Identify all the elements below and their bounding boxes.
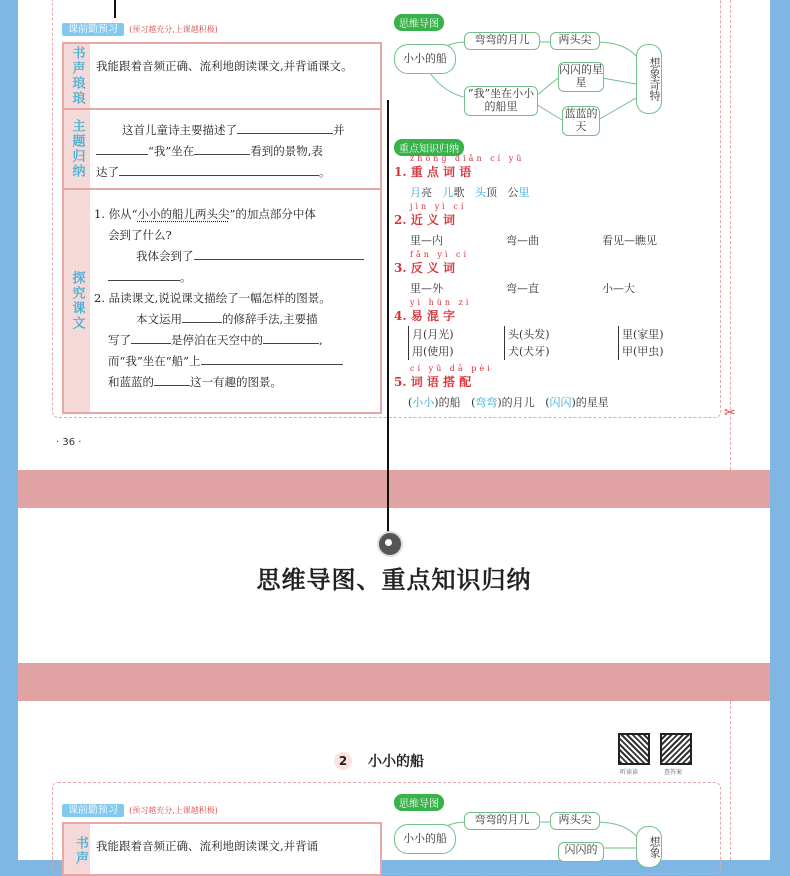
- cut-line: [730, 0, 731, 470]
- blank[interactable]: [237, 133, 333, 134]
- callout-title: 思维导图、重点知识归纳: [256, 566, 532, 594]
- mindmap-root: 小小的船: [394, 44, 456, 74]
- cut-line: [730, 701, 731, 860]
- mindmap-node: 弯弯的月儿: [464, 32, 540, 50]
- mindmap-node: 两头尖: [550, 812, 600, 830]
- knowledge-tag: 重点知识归纳: [394, 139, 464, 156]
- row-label-theme: 主题归纳: [64, 110, 90, 188]
- qr-code-icon[interactable]: [660, 733, 692, 765]
- blank[interactable]: [182, 322, 222, 323]
- lesson-number: 2: [334, 752, 352, 770]
- blank[interactable]: [194, 154, 250, 155]
- explore-text: 1. 你从“小小的船儿两头尖”的加点部分中体 会到了什么? 我体会到了 。 2. 品读课文,说说课文描绘了一幅怎样的图景。 本文运用 的修辞手法,主要描 写了 是停泊在天空中的 , 而“我”坐在“船”上 和蓝蓝的 这一有趣的图景。: [94, 204, 378, 393]
- reading-text: 我能跟着音频正确、流利地朗读课文,并背诵: [96, 839, 319, 853]
- qr-label: 查答案: [664, 769, 683, 776]
- preview-tag: 课前勤预习 (预习越充分,上课越积极): [62, 798, 218, 817]
- blank[interactable]: [194, 259, 364, 260]
- blank[interactable]: [263, 343, 319, 344]
- leader-line-top: [114, 0, 116, 18]
- mindmap-node: 闪闪的: [558, 842, 604, 862]
- mindmap-root: 小小的船: [394, 824, 456, 854]
- leader-line: [387, 100, 389, 532]
- blank[interactable]: [201, 364, 343, 365]
- preview-panel: [62, 822, 382, 876]
- mindmap-node: 弯弯的月儿: [464, 812, 540, 830]
- scissors-icon: ✂: [724, 405, 736, 421]
- row-label-reading: 书声: [64, 824, 90, 874]
- qr-label: 听读读: [620, 769, 639, 776]
- row-label-explore: 探究课文: [64, 190, 90, 412]
- blank[interactable]: [154, 385, 190, 386]
- blank[interactable]: [96, 154, 148, 155]
- row-label-reading: 书声琅琅: [64, 44, 90, 108]
- blank[interactable]: [131, 343, 171, 344]
- divider-band-bottom: [18, 663, 770, 701]
- mindmap-node: 想象: [636, 826, 662, 868]
- blank[interactable]: [108, 280, 180, 281]
- preview-tag: 课前勤预习 (预习越充分,上课越积极): [62, 17, 218, 36]
- mindmap-tag: 思维导图: [394, 14, 444, 31]
- preview-panel: [62, 42, 382, 414]
- page-number: · 36 ·: [56, 437, 82, 448]
- knowledge-summary: zhòng diǎn cí yǔ 1. 重 点 词 语 月亮 儿歌 头顶 公里 jìn yì cí 2. 近 义 词 里—内 弯—曲 看见—瞧见 fǎn yì cí 3. 反 义 词 里—外 弯—直 小—大 yì hùn zì 4. 易 混 字 月(月光) 用(使用) 头(头发) 犬(犬牙) 里(家里) 甲(甲虫) cí yǔ dā pèi 5. 词 语 搭 配 (小小)的船 (弯弯)的月儿 (闪闪)的星星: [394, 154, 664, 409]
- mindmap-node: 闪闪的星星: [558, 62, 604, 92]
- mindmap-node: “我”坐在小小的船里: [464, 86, 538, 116]
- qr-code-icon[interactable]: [618, 733, 650, 765]
- lesson-title: 小小的船: [368, 754, 424, 770]
- divider-band-top: [18, 470, 770, 508]
- mindmap-node: 蓝蓝的天: [562, 106, 600, 136]
- theme-text: 这首儿童诗主要描述了 并 “我”坐在 看到的景物,表 达了 。: [96, 123, 345, 179]
- mindmap-tag: 思维导图: [394, 794, 444, 811]
- mindmap-node: 两头尖: [550, 32, 600, 50]
- blank[interactable]: [119, 175, 319, 176]
- reading-text: 我能跟着音频正确、流利地朗读课文,并背诵课文。: [96, 59, 353, 73]
- mindmap-node: 想象奇特: [636, 44, 662, 114]
